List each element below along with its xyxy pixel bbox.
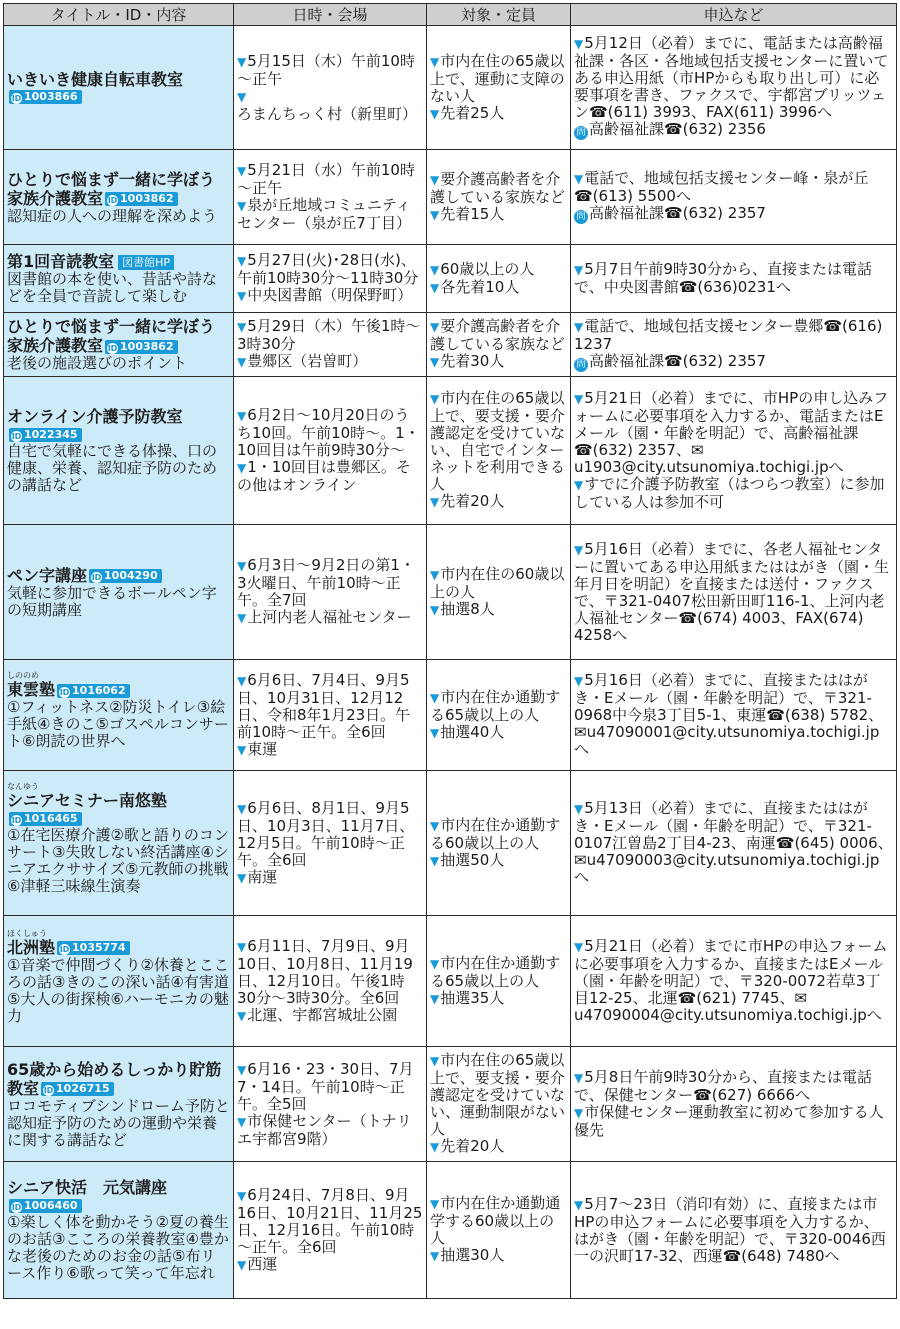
bullet-triangle-icon: ▼	[430, 1054, 440, 1068]
target-cell	[427, 1162, 571, 1299]
target-line: ▼先着30人	[430, 352, 505, 370]
title-ruby: ほくしゅう	[7, 928, 47, 938]
title-cell	[4, 150, 234, 245]
bullet-triangle-icon: ▼	[430, 262, 440, 277]
table-row	[4, 313, 897, 377]
id-badge	[57, 684, 130, 698]
event-description: 図書館の本を使い、昔話や詩などを全員で音読して楽しむ	[7, 270, 218, 305]
apply-line: ▼すでに介護予防教室（はつらつ教室）に参加している人は参加不可	[574, 475, 885, 511]
bullet-triangle-icon: ▼	[574, 940, 584, 954]
datetime-cell	[234, 916, 427, 1047]
bullet-triangle-icon: ▼	[430, 1140, 440, 1154]
datetime-line: ▼5月15日（木）午前10時～正午	[237, 51, 415, 88]
table-row	[4, 525, 897, 660]
apply-line: ▼5月16日（必着）までに、各老人福祉センターに置いてある申込用紙またははがき（園・生年月日を明記）を直接または送付・ファクスで、〒321-0407松田新田町116-1、上河内老人福祉センター☎(674) 4003、FAX(674) 4258へ	[574, 539, 890, 644]
target-cell	[427, 26, 571, 150]
event-title: 65歳から始めるしっかり貯筋教室	[7, 1059, 222, 1098]
id-badge	[57, 941, 130, 955]
event-title: オンライン介護予防教室	[7, 407, 183, 426]
event-title: シニアセミナー南悠塾	[7, 791, 167, 810]
target-line: ▼抽選8人	[430, 599, 495, 618]
id-badge	[9, 90, 82, 104]
header-datetime-venue: 日時・会場	[234, 4, 427, 26]
table-row	[4, 916, 897, 1047]
datetime-line: ▼5月29日（木）午後1時～3時30分	[237, 317, 421, 353]
table-row	[4, 771, 897, 916]
target-line: ▼抽選35人	[430, 988, 505, 1007]
id-number: 1003862	[120, 192, 174, 205]
apply-line: ▼5月8日午前9時30分から、直接または電話で、保健センター☎(627) 6666へ	[574, 1068, 872, 1104]
id-number: 1016465	[24, 811, 78, 825]
datetime-cell	[234, 1162, 427, 1299]
apply-cell	[571, 26, 897, 150]
id-icon: ID	[11, 94, 22, 103]
bullet-triangle-icon: ▼	[574, 1197, 584, 1212]
id-number: 1022345	[24, 427, 78, 441]
apply-cell	[571, 313, 897, 377]
bullet-triangle-icon: ▼	[574, 172, 584, 186]
id-number: 1016062	[72, 683, 126, 697]
event-title: 第1回音読教室	[7, 252, 115, 271]
bullet-triangle-icon: ▼	[430, 1197, 440, 1211]
bullet-triangle-icon: ▼	[237, 199, 247, 213]
inquiry-icon: 問	[574, 210, 588, 224]
event-title: シニア快活 元気講座	[7, 1178, 168, 1197]
datetime-line: ▼東運	[237, 739, 278, 758]
target-line: ▼市内在住か通勤通学する60歳以上の人	[430, 1194, 561, 1247]
target-cell	[427, 525, 571, 660]
apply-cell	[571, 525, 897, 660]
apply-cell	[571, 150, 897, 245]
id-icon: ID	[59, 945, 70, 954]
apply-cell	[571, 1047, 897, 1162]
target-line: ▼各先着10人	[430, 277, 520, 296]
table-row	[4, 1162, 897, 1299]
apply-line: ▼5月12日（必着）までに、電話または高齢福祉課・各区・各地域包括支援センターに置いてある申込用紙（市HPからも取り出し可）に必要事項を書き、ファクスで、宇都宮ブリッツェン☎(611) 3993、FAX(611) 3996へ	[574, 34, 889, 121]
target-line: ▼市内在住か通勤する65歳以上の人	[430, 953, 561, 990]
bullet-triangle-icon: ▼	[430, 602, 440, 617]
bullet-triangle-icon: ▼	[237, 254, 247, 268]
bullet-triangle-icon: ▼	[237, 742, 247, 757]
datetime-line: ▼1・10回目は豊郷区。その他はオンライン	[237, 458, 411, 494]
target-line: ▼要介護高齢者を介護している家族など	[430, 169, 566, 206]
datetime-line: ▼豊郷区（岩曽町）	[237, 352, 368, 370]
event-title: 北洲塾	[7, 937, 56, 957]
apply-cell	[571, 771, 897, 916]
event-title: ペン字講座	[7, 565, 88, 585]
bullet-triangle-icon: ▼	[430, 853, 440, 868]
event-description: ロコモティブシンドローム予防と認知症予防のための運動や栄養に関する講話など	[7, 1096, 230, 1149]
bullet-triangle-icon: ▼	[574, 802, 584, 816]
id-number: 1035774	[72, 941, 126, 954]
id-icon: ID	[107, 196, 118, 205]
title-ruby: しののめ	[7, 671, 39, 680]
datetime-cell	[234, 26, 427, 150]
target-cell	[427, 660, 571, 771]
event-title: いきいき健康自転車教室	[7, 69, 184, 89]
bullet-triangle-icon: ▼	[430, 725, 440, 740]
header-row	[4, 4, 897, 26]
datetime-cell	[234, 525, 427, 660]
bullet-triangle-icon: ▼	[237, 801, 247, 816]
target-line: ▼要介護高齢者を介護している家族など	[430, 317, 566, 353]
title-cell	[4, 1162, 234, 1299]
target-line: ▼市内在住の60歳以上の人	[430, 564, 565, 601]
apply-cell	[571, 1162, 897, 1299]
bullet-triangle-icon: ▼	[574, 1071, 584, 1085]
apply-line: ▼5月7日午前9時30分から、直接または電話で、中央図書館☎(636)0231へ	[574, 260, 872, 296]
datetime-line: ▼市保健センター（トナリエ宇都宮9階）	[237, 1111, 412, 1148]
target-line: ▼先着20人	[430, 1137, 505, 1155]
id-icon: ID	[91, 573, 102, 582]
apply-line: ▼5月21日（必着）までに市HPの申込フォームに必要事項を入力するか、直接またはEメール（園・年齢を明記）で、〒320-0072若草3丁目12-25、北運☎(621) 7745、✉u47090004@city.utsunomiya.tochigi.jpへ	[574, 937, 888, 1024]
id-badge	[9, 1199, 82, 1213]
bullet-triangle-icon: ▼	[430, 320, 440, 334]
title-ruby-wrap	[7, 782, 167, 810]
event-description: 認知症の人への理解を深めよう	[7, 206, 218, 225]
bullet-triangle-icon: ▼	[237, 559, 247, 573]
id-badge	[105, 192, 178, 206]
library-hp-badge: 図書館HP	[118, 255, 174, 270]
title-cell	[4, 26, 234, 150]
table-row	[4, 377, 897, 525]
bullet-triangle-icon: ▼	[430, 991, 440, 1006]
bullet-triangle-icon: ▼	[237, 164, 247, 178]
event-description: ①フィットネス②防災トイレ③絵手紙④きのこ⑤ゴスペルコンサート⑥朗読の世界へ	[7, 698, 229, 750]
event-title: ひとりで悩まず一緒に学ぼう家族介護教室	[7, 317, 216, 355]
target-line: ▼抽選40人	[430, 722, 505, 741]
target-cell	[427, 377, 571, 525]
bullet-triangle-icon: ▼	[574, 392, 584, 406]
bullet-triangle-icon: ▼	[430, 495, 440, 509]
bullet-triangle-icon: ▼	[574, 1106, 584, 1120]
target-cell	[427, 771, 571, 916]
header-title-id-content: タイトル・ID・内容	[4, 4, 234, 26]
datetime-line: ▼北運、宇都宮城址公園	[237, 1005, 398, 1024]
bullet-triangle-icon: ▼	[574, 319, 584, 334]
datetime-line: ▼6月3日～9月2日の第1・3火曜日、午前10時～正午。全7回	[237, 556, 415, 609]
datetime-line: ▼西運	[237, 1254, 278, 1273]
datetime-line: ▼6月24日、7月8日、9月16日、10月21日、11月25日、12月16日。午前10時～正午。全6回	[237, 1185, 423, 1256]
bullet-triangle-icon: ▼	[237, 1114, 247, 1129]
target-line: ▼60歳以上の人	[430, 259, 535, 278]
event-description: ①音楽で仲間づくり②休養とこころの話③きのこの深い話④有害道⑤大人の街探検⑥ハーモニカの魅力	[7, 955, 229, 1025]
apply-line: ▼電話で、地域包括支援センター峰・泉が丘☎(613) 5500へ	[574, 169, 869, 205]
target-line: ▼市内在住の65歳以上で、要支援・要介護認定を受けていない、自宅でインターネットを利用できる人	[430, 389, 566, 493]
id-number: 1026715	[56, 1082, 110, 1095]
bullet-triangle-icon: ▼	[574, 542, 584, 557]
datetime-line: ▼上河内老人福祉センター	[237, 608, 412, 626]
target-cell	[427, 1047, 571, 1162]
bullet-triangle-icon: ▼	[237, 89, 247, 104]
datetime-cell	[234, 245, 427, 313]
bullet-triangle-icon: ▼	[237, 289, 247, 303]
event-description: ①在宅医療介護②歌と語りのコンサート③失敗しない終活講座④シニアエクササイズ⑤元教師の挑戦⑥津軽三味線生演奏	[7, 826, 229, 895]
datetime-cell	[234, 150, 427, 245]
title-cell	[4, 1047, 234, 1162]
bullet-triangle-icon: ▼	[574, 478, 584, 492]
bullet-triangle-icon: ▼	[430, 355, 440, 369]
bullet-triangle-icon: ▼	[574, 674, 584, 688]
title-ruby-wrap	[7, 928, 56, 957]
datetime-line: ▼5月27日(火)･28日(水)、午前10時30分～11時30分	[237, 251, 419, 287]
target-line: ▼先着15人	[430, 204, 505, 223]
bullet-triangle-icon: ▼	[574, 263, 584, 277]
bullet-triangle-icon: ▼	[237, 461, 247, 475]
title-cell	[4, 771, 234, 916]
event-description: ①楽しく体を動かそう②夏の養生のお話③こころの栄養教室④豊かな老後のためのお金の話⑤布リース作り⑥歌って笑って年忘れ	[7, 1213, 229, 1282]
id-icon: ID	[11, 1202, 22, 1212]
datetime-line: ▼6月11日、7月9日、9月10日、10月8日、11月19日、12月10日。午後1時30分～3時30分。全6回	[237, 936, 413, 1007]
id-icon: ID	[43, 1086, 54, 1095]
header-application: 申込など	[571, 4, 897, 26]
id-number: 1003866	[24, 90, 78, 103]
table-row	[4, 660, 897, 771]
event-title: 東雲塾	[7, 680, 56, 699]
bullet-triangle-icon: ▼	[430, 690, 440, 705]
title-cell	[4, 245, 234, 313]
id-number: 1003862	[120, 339, 174, 353]
bullet-triangle-icon: ▼	[237, 870, 247, 885]
bullet-triangle-icon: ▼	[237, 320, 247, 334]
bullet-triangle-icon: ▼	[430, 818, 440, 833]
apply-cell	[571, 377, 897, 525]
inquiry-icon: 問	[574, 358, 588, 372]
bullet-triangle-icon: ▼	[430, 106, 440, 121]
title-cell	[4, 525, 234, 660]
apply-cell	[571, 660, 897, 771]
bullet-triangle-icon: ▼	[430, 172, 440, 187]
target-line: ▼市内在住の65歳以上で、要支援・要介護認定を受けていない、運動制限がない人	[430, 1051, 566, 1138]
table-row	[4, 245, 897, 313]
datetime-cell	[234, 1047, 427, 1162]
target-cell	[427, 313, 571, 377]
datetime-cell	[234, 377, 427, 525]
event-title: ひとりで悩まず一緒に学ぼう家族介護教室	[7, 169, 216, 208]
id-badge	[9, 428, 82, 442]
datetime-cell	[234, 771, 427, 916]
bullet-triangle-icon: ▼	[430, 207, 440, 222]
bullet-triangle-icon: ▼	[574, 37, 584, 51]
bullet-triangle-icon: ▼	[237, 939, 247, 954]
id-badge	[89, 569, 162, 583]
bullet-triangle-icon: ▼	[237, 673, 247, 688]
bullet-triangle-icon: ▼	[237, 1257, 247, 1272]
title-cell	[4, 660, 234, 771]
apply-line: 問 高齢福祉課☎(632) 2357	[574, 205, 893, 224]
target-line: ▼抽選50人	[430, 850, 505, 869]
bullet-triangle-icon: ▼	[430, 392, 440, 406]
bullet-triangle-icon: ▼	[237, 409, 247, 423]
bullet-triangle-icon: ▼	[237, 1062, 247, 1077]
id-icon: ID	[11, 431, 22, 441]
id-icon: ID	[107, 343, 118, 353]
bullet-triangle-icon: ▼	[237, 54, 247, 69]
datetime-cell	[234, 660, 427, 771]
datetime-line: ▼南運	[237, 867, 278, 886]
bullet-triangle-icon: ▼	[237, 355, 247, 369]
target-line: ▼先着20人	[430, 492, 505, 510]
target-line: ▼先着25人	[430, 103, 505, 122]
title-cell	[4, 377, 234, 525]
target-cell	[427, 245, 571, 313]
apply-cell	[571, 916, 897, 1047]
target-line: ▼市内在住の65歳以上で、運動に支障のない人	[430, 51, 565, 105]
apply-line: ▼5月13日（必着）までに、直接またははがき・Eメール（園・年齢を明記）で、〒321-0107江曽島2丁目4-23、南運☎(645) 0006、✉u47090003@city.utsunomiya.tochigi.jpへ	[574, 799, 893, 886]
id-badge	[9, 812, 82, 826]
event-description: 気軽に参加できるボールペン字の短期講座	[7, 583, 217, 619]
datetime-cell	[234, 313, 427, 377]
apply-line: ▼5月16日（必着）までに、直接またははがき・Eメール（園・年齢を明記）で、〒321-0968中今泉3丁目5-1、東運☎(638) 5782、✉u47090001@city.utsunomiya.tochigi.jpへ	[574, 671, 884, 758]
table-row	[4, 26, 897, 150]
event-description: 自宅で気軽にできる体操、口の健康、栄養、認知症予防のための講話など	[7, 442, 218, 494]
id-number: 1004290	[104, 569, 158, 582]
bullet-triangle-icon: ▼	[430, 1249, 440, 1263]
target-line: ▼市内在住か通勤する65歳以上の人	[430, 687, 561, 724]
id-badge	[41, 1082, 114, 1096]
title-ruby-wrap	[7, 671, 56, 699]
header-target-capacity: 対象・定員	[427, 4, 571, 26]
target-cell	[427, 150, 571, 245]
id-number: 1006460	[24, 1198, 78, 1212]
apply-cell	[571, 245, 897, 313]
target-cell	[427, 916, 571, 1047]
apply-line: ▼市保健センター運動教室に初めて参加する人優先	[574, 1103, 884, 1139]
target-line: ▼抽選30人	[430, 1246, 505, 1264]
bullet-triangle-icon: ▼	[430, 280, 440, 295]
datetime-line: ▼6月2日～10月20日のうち10回。午前10時～。1・10回目は午前9時30分～	[237, 406, 420, 459]
event-description: 老後の施設選びのポイント	[7, 354, 188, 372]
apply-line: 問 高齢福祉課☎(632) 2356	[574, 121, 893, 140]
bullet-triangle-icon: ▼	[237, 1008, 247, 1023]
target-line: ▼市内在住か通勤する60歳以上の人	[430, 815, 561, 852]
datetime-line: ▼5月21日（水）午前10時～正午	[237, 161, 415, 197]
id-icon: ID	[11, 815, 22, 825]
apply-line: 問 高齢福祉課☎(632) 2357	[574, 353, 893, 372]
bullet-triangle-icon: ▼	[430, 956, 440, 971]
inquiry-icon: 問	[574, 126, 588, 140]
id-icon: ID	[59, 687, 70, 697]
event-table	[3, 3, 897, 1299]
bullet-triangle-icon: ▼	[430, 567, 440, 582]
datetime-line: ▼6月6日、7月4日、9月5日、10月31日、12月12日、令和8年1月23日。午前10時～正午。全6回	[237, 670, 411, 741]
bullet-triangle-icon: ▼	[237, 1188, 247, 1203]
apply-line: ▼5月7～23日（消印有効）に、直接または市HPの申込フォームに必要事項を入力するか、はがき（園・年齢を明記）で、〒320-0046西一の沢町17-32、西運☎(648) 7480へ	[574, 1194, 886, 1265]
bullet-triangle-icon: ▼	[430, 54, 440, 69]
datetime-line: ▼6月16・23・30日、7月7・14日。午前10時～正午。全5回	[237, 1059, 414, 1113]
id-badge	[105, 340, 178, 354]
title-ruby: なんゆう	[7, 782, 39, 791]
title-cell	[4, 313, 234, 377]
apply-line: ▼5月21日（必着）までに、市HPの申し込みフォームに必要事項を入力するか、電話またはEメール（園・年齢を明記）で、高齢福祉課☎(632) 2357、✉u1903@city.utsunomiya.tochigi.jpへ	[574, 389, 889, 476]
datetime-line: ▼泉が丘地域コミュニティセンター（泉が丘7丁目）	[237, 196, 411, 232]
apply-line: ▼電話で、地域包括支援センター豊郷☎(616) 1237	[574, 316, 883, 353]
title-cell	[4, 916, 234, 1047]
datetime-line: ▼ろまんちっく村（新里町）	[237, 89, 418, 123]
datetime-line: ▼中央図書館（明保野町）	[237, 286, 413, 304]
bullet-triangle-icon: ▼	[237, 611, 247, 625]
table-row	[4, 150, 897, 245]
datetime-line: ▼6月6日、8月1日、9月5日、10月3日、11月7日、12月5日。午前10時～正午。全6回	[237, 798, 415, 869]
table-row	[4, 1047, 897, 1162]
